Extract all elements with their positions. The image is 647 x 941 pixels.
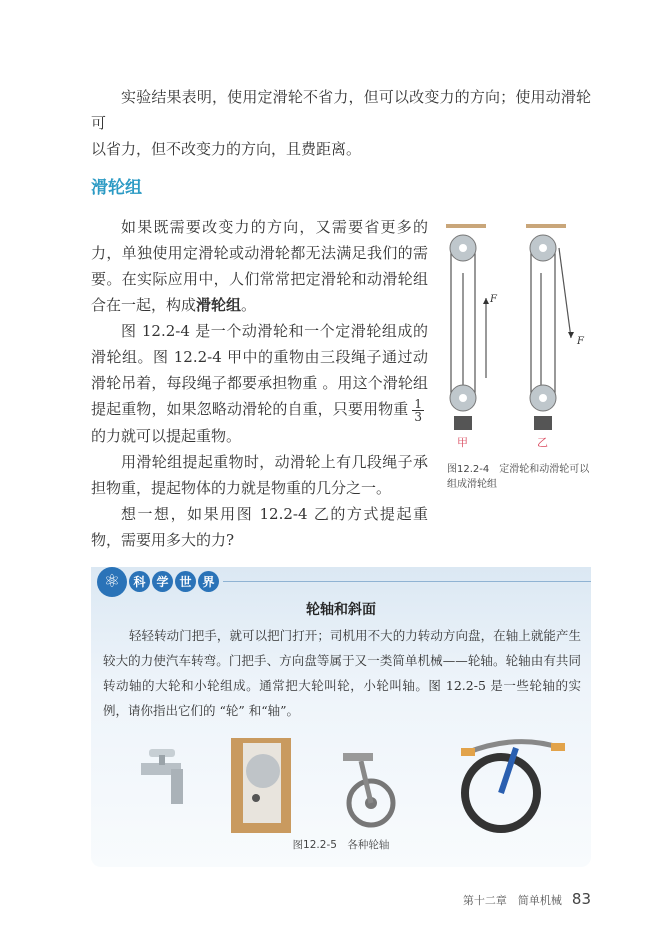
wheel-axle-examples bbox=[121, 733, 581, 833]
chapter-title: 第十二章 简单机械 bbox=[462, 893, 562, 907]
page-number: 83 bbox=[571, 889, 591, 908]
door-knob-image bbox=[231, 738, 291, 833]
fraction-denominator: 3 bbox=[414, 409, 422, 424]
fraction-numerator: 1 bbox=[414, 396, 422, 411]
science-world-box bbox=[91, 567, 591, 867]
science-world-badge bbox=[97, 567, 219, 597]
p1-text: 如果既需要改变力的方向，又需要省更多的力，单独使用定滑轮或动滑轮都无法满足我们的需要。在实际应用中，人们常常把定滑轮和动滑轮组合在一起，构成 bbox=[91, 218, 428, 314]
text-column bbox=[91, 214, 428, 553]
pulley-diagram-area bbox=[441, 218, 591, 458]
paragraph-3: 用滑轮组提起重物时，动滑轮上有几段绳子承担物重，提起物体的力就是物重的几分之一。 bbox=[91, 452, 428, 497]
box-title: 轮轴和斜面 bbox=[306, 601, 376, 618]
badge-divider bbox=[223, 581, 591, 582]
pedal-crank-image bbox=[343, 753, 393, 825]
fraction-one-third bbox=[412, 398, 424, 423]
section-title: 滑轮组 bbox=[91, 178, 142, 198]
p2-end: 的力就可以提起重物。 bbox=[91, 426, 242, 445]
label-jia: 甲 bbox=[457, 436, 468, 449]
pulley-figure bbox=[441, 218, 591, 492]
badge-row bbox=[91, 567, 591, 597]
label-yi: 乙 bbox=[537, 436, 548, 449]
section-body bbox=[91, 214, 591, 553]
intro-paragraph bbox=[91, 84, 591, 162]
badge-char: 科 bbox=[129, 571, 150, 592]
atom-icon: ⚛ bbox=[97, 567, 127, 597]
paragraph-1 bbox=[91, 214, 428, 318]
paragraph-4: 想一想，如果用图 12.2-4 乙的方式提起重物，需要用多大的力? bbox=[91, 504, 428, 549]
page-footer bbox=[91, 889, 591, 911]
badge-char: 界 bbox=[198, 571, 219, 592]
term-pulley-block: 滑轮组 bbox=[196, 296, 242, 314]
paragraph-2 bbox=[91, 318, 428, 449]
intro-line-1: 实验结果表明，使用定滑轮不省力，但可以改变力的方向；使用动滑轮可 bbox=[91, 88, 591, 132]
faucet-image bbox=[141, 749, 183, 804]
force-label-a: F bbox=[490, 294, 497, 305]
pulley-diagram bbox=[441, 218, 591, 433]
box-text: 轻轻转动门把手，就可以把门打开；司机用不大的力转动方向盘，在轴上就能产生较大的力使汽车转弯。门把手、方向盘等属于又一类简单机械——轮轴。轮轴由有共同转动轴的大轮和小轮组成。通常把大轮叫轮，小轮叫轴。图 12.2-5 是一些轮轴的实例，请你指出它们的 “轮” 和“轴”。 bbox=[103, 627, 581, 718]
badge-char: 世 bbox=[175, 571, 196, 592]
badge-char: 学 bbox=[152, 571, 173, 592]
box-figure-caption: 图12.2-5 各种轮轴 bbox=[292, 838, 390, 851]
bicycle-handlebar-image bbox=[461, 741, 565, 828]
intro-line-2: 以省力，但不改变力的方向，且费距离。 bbox=[91, 140, 362, 158]
figure-caption: 图12.2-4 定滑轮和动滑轮可以组成滑轮组 bbox=[447, 464, 590, 490]
force-label-b: F bbox=[577, 336, 584, 347]
p1-end: 。 bbox=[241, 296, 257, 314]
p2-text: 图 12.2-4 是一个动滑轮和一个定滑轮组成的滑轮组。图 12.2-4 甲中的重物由三段绳子通过动滑轮吊着，每段绳子都要承担物重 。用这个滑轮组提起重物，如果忽略动滑轮的自重，只要用物重 bbox=[91, 322, 428, 418]
